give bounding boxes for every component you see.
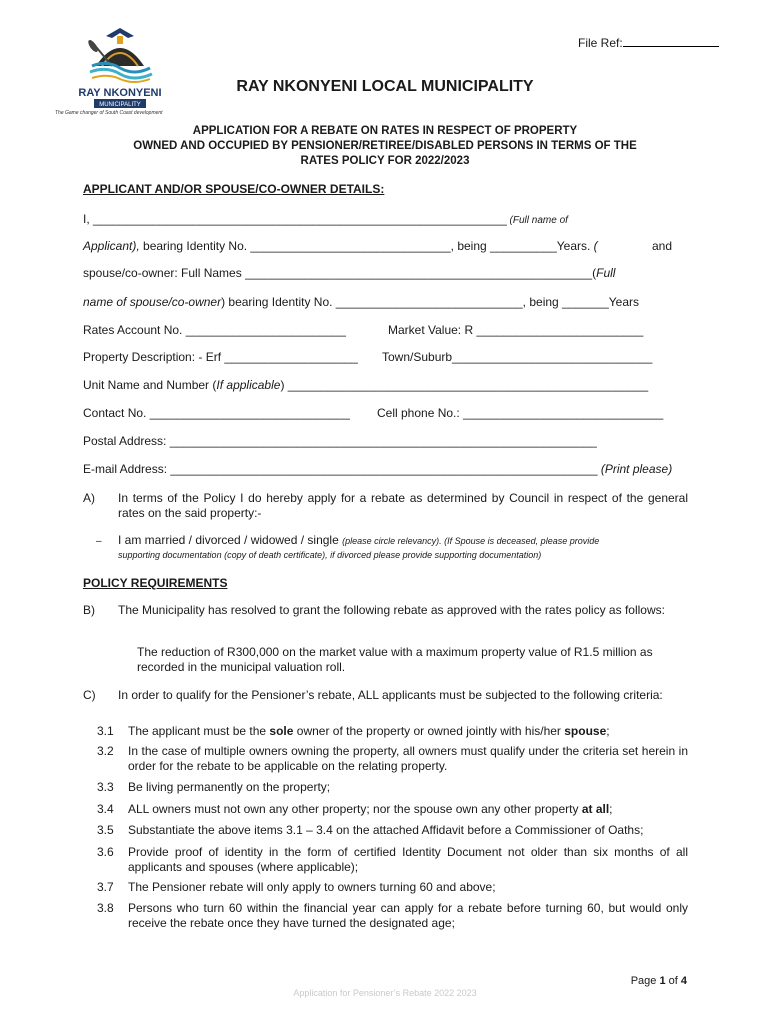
criteria-item: Persons who turn 60 within the financial year can apply for a rebate before turning 60, but would only receive the rebate once they have turned the designated age;	[128, 901, 688, 930]
rates-account-field[interactable]: Rates Account No. ________________________	[83, 323, 346, 337]
married-dash: –	[96, 536, 102, 547]
marital-options: I am married / divorced / widowed / single	[118, 533, 343, 547]
marital-note: (please circle relevancy). (If Spouse is deceased, please provide	[342, 536, 600, 546]
full-name-field[interactable]	[83, 212, 568, 226]
criteria-num: 3.1	[97, 724, 114, 738]
paren: (	[590, 239, 598, 253]
email-line: E-mail Address: ________________________________________________________________	[83, 462, 598, 476]
para-b-text: The Municipality has resolved to grant the following rebate as approved with the rates policy as follows:	[118, 603, 665, 617]
application-title	[90, 124, 680, 169]
full-name-hint: (Full name of	[506, 215, 568, 226]
marital-status[interactable]	[118, 533, 693, 562]
application-title-line: RATES POLICY FOR 2022/2023	[300, 155, 470, 167]
unit-hint: If applicable	[216, 378, 281, 392]
file-ref-blank[interactable]	[623, 35, 719, 47]
criteria-num: 3.6	[97, 845, 114, 859]
municipality-logo	[62, 26, 178, 118]
logo-sub: MUNICIPALITY	[99, 102, 141, 108]
marital-note-2: supporting documentation (copy of death certificate), if divorced please provide supporting documentation)	[118, 550, 542, 560]
email-field[interactable]	[83, 462, 672, 476]
criteria-item: The applicant must be the sole owner of the property or owned jointly with his/her spouse;	[128, 724, 610, 738]
logo-name: RAY NKONYENI	[78, 87, 162, 99]
application-title-line: APPLICATION FOR A REBATE ON RATES IN RESPECT OF PROPERTY	[192, 125, 578, 137]
logo-tagline: The Game changer of South Coast development	[55, 110, 163, 116]
spouse-name-field[interactable]	[83, 266, 615, 280]
spouse-name-line: spouse/co-owner: Full Names ____________________________________________________(	[83, 266, 597, 280]
and-label: and	[652, 239, 673, 253]
criteria-num: 3.7	[97, 880, 114, 894]
unit-label: Unit Name and Number (	[83, 378, 217, 392]
cell-field[interactable]: Cell phone No.: ______________________________	[377, 406, 664, 420]
spouse-label: name of spouse/co-owner	[83, 295, 222, 309]
criteria-num: 3.5	[97, 823, 114, 837]
identity-line: bearing Identity No. ______________________________, being __________Years.	[139, 239, 591, 253]
rebate-note: The reduction of R300,000 on the market value with a maximum property value of R1.5 million as recorded in the municipal valuation roll.	[137, 645, 653, 674]
criteria-num: 3.2	[97, 744, 114, 758]
contact-field[interactable]: Contact No. ______________________________	[83, 406, 350, 420]
file-ref-label: File Ref:	[578, 36, 623, 50]
footer-doc-title: Application for Pensioner’s Rebate 2022 2023	[293, 988, 477, 998]
para-c-text: In order to qualify for the Pensioner’s rebate, ALL applicants must be subjected to the following criteria:	[118, 688, 663, 702]
market-value-field[interactable]: Market Value: R _________________________	[388, 323, 644, 337]
postal-field[interactable]: Postal Address: ________________________________________________________________	[83, 434, 597, 448]
para-a-text: In terms of the Policy I do hereby apply for a rebate as determined by Council in respect of the general rates on the said property:-	[118, 491, 688, 520]
para-c-letter: C)	[83, 688, 96, 702]
spouse-identity-field[interactable]	[83, 295, 639, 309]
criteria-num: 3.3	[97, 780, 114, 794]
applicant-label: Applicant),	[83, 239, 140, 253]
criteria-num: 3.8	[97, 901, 114, 915]
erf-field[interactable]: Property Description: - Erf ____________________	[83, 350, 358, 364]
policy-heading: POLICY REQUIREMENTS	[83, 576, 228, 590]
criteria-item: In the case of multiple owners owning the property, all owners must qualify under the criteria set herein in order for the rebate to be applicable on the relating property.	[128, 744, 688, 773]
application-title-line: OWNED AND OCCUPIED BY PENSIONER/RETIREE/DISABLED PERSONS IN TERMS OF THE	[133, 140, 637, 152]
file-ref	[578, 35, 719, 50]
criteria-num: 3.4	[97, 802, 114, 816]
unit-line: ) ______________________________________________________	[280, 378, 649, 392]
identity-field[interactable]	[83, 239, 598, 253]
page-number: Page 1 of 4	[630, 975, 687, 987]
applicant-heading: APPLICANT AND/OR SPOUSE/CO-OWNER DETAILS:	[83, 182, 385, 196]
para-a-letter: A)	[83, 491, 95, 505]
criteria-item: Substantiate the above items 3.1 – 3.4 on the attached Affidavit before a Commissioner of Oaths;	[128, 823, 644, 837]
criteria-item: The Pensioner rebate will only apply to owners turning 60 and above;	[128, 880, 496, 894]
para-b-letter: B)	[83, 603, 95, 617]
email-hint: (Print please)	[597, 462, 673, 476]
municipality-title: RAY NKONYENI LOCAL MUNICIPALITY	[236, 78, 534, 95]
logo-emblem-icon	[62, 26, 178, 118]
spouse-identity-line: ) bearing Identity No. ____________________________, being _______Years	[221, 295, 639, 309]
criteria-item: Provide proof of identity in the form of certified Identity Document not older than six months of all applicants and spouses (where applicable);	[128, 845, 688, 874]
town-field[interactable]: Town/Suburb______________________________	[382, 350, 653, 364]
criteria-item: Be living permanently on the property;	[128, 780, 331, 794]
criteria-item: ALL owners must not own any other property; nor the spouse own any other property at all;	[128, 802, 613, 816]
unit-field[interactable]	[83, 378, 648, 392]
spouse-name-hint: Full	[596, 266, 616, 280]
full-name-line: I, ______________________________________________________________	[83, 212, 507, 226]
